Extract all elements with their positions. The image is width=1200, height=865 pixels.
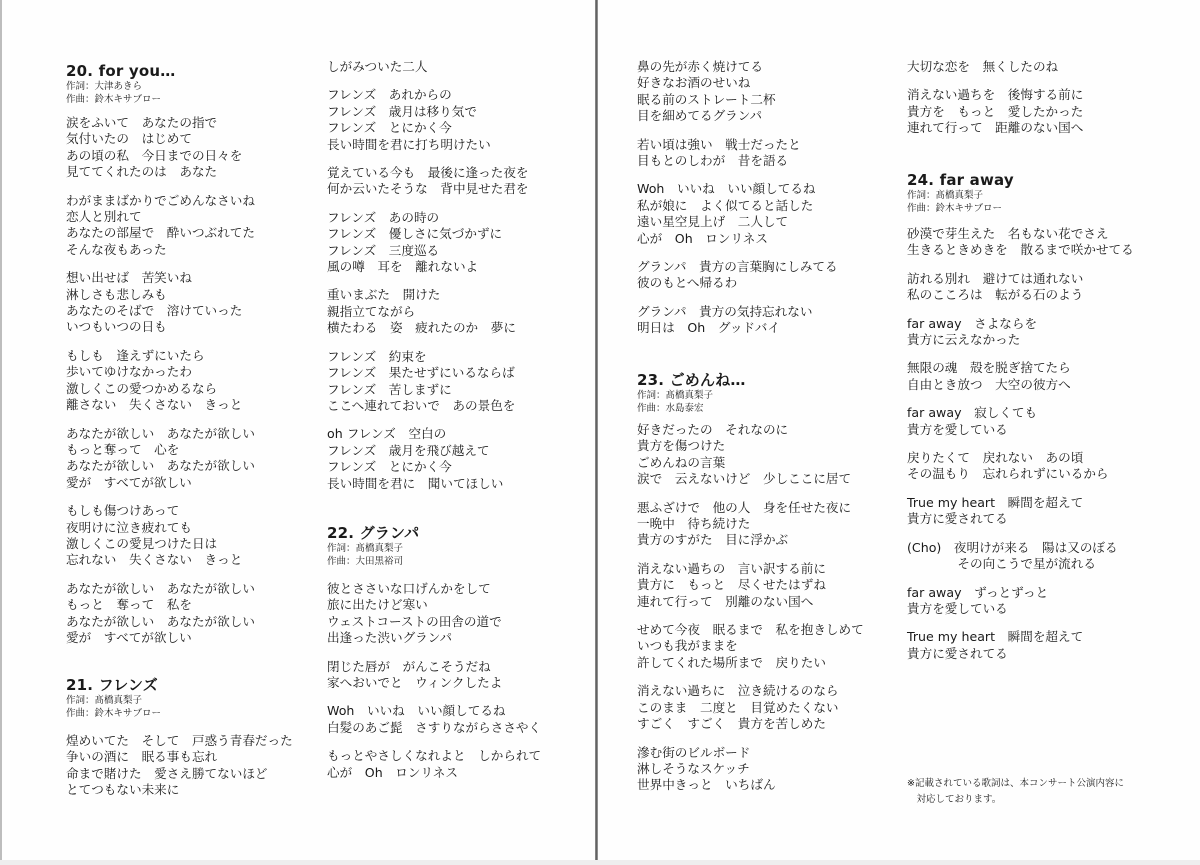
lyric-line: 貴方に愛されてる bbox=[907, 645, 1008, 661]
lyric-line: True my heart 瞬間を超えて bbox=[907, 494, 1084, 510]
composer-credit: 作曲：大田黒裕司 bbox=[327, 556, 404, 567]
stanza bbox=[907, 316, 1167, 349]
lyric-line: しがみついた二人 bbox=[327, 59, 428, 74]
lyric-line: フレンズ 三度巡る bbox=[327, 242, 440, 258]
lyric-line: とてつもない未来に bbox=[66, 782, 180, 798]
page-gutter-divider bbox=[595, 0, 598, 865]
song-header bbox=[66, 63, 326, 106]
stanza bbox=[907, 226, 1167, 259]
lyric-line: 想い出せば 苦笑いね bbox=[66, 270, 192, 286]
lyric-line: 激しくこの愛見つけた日は bbox=[66, 535, 218, 551]
stanza bbox=[66, 581, 326, 647]
lyric-line: 彼とささいな口げんかをして bbox=[327, 581, 491, 596]
stanza bbox=[327, 59, 587, 75]
lyric-line: 彼のもとへ帰るわ bbox=[637, 275, 738, 291]
stanza bbox=[637, 745, 897, 794]
lyric-line: 出逢った渋いグランパ bbox=[327, 630, 453, 646]
lyric-line: 貴方を愛している bbox=[907, 421, 1008, 437]
lyric-line: 家へおいでと ウィンクしたよ bbox=[327, 675, 503, 691]
lyric-line: 生きるときめきを 散るまで咲かせてる bbox=[907, 242, 1134, 258]
stanza bbox=[327, 165, 587, 198]
stanza bbox=[327, 703, 587, 736]
lyric-line: フレンズ とにかく今 bbox=[327, 459, 452, 475]
lyric-line: このまま 二度と 目覚めたくない bbox=[637, 699, 839, 715]
lyric-line: 心が Oh ロンリネス bbox=[637, 230, 768, 246]
lyricist-credit: 作詞：大津あきら bbox=[66, 81, 143, 92]
lyric-line: フレンズ 果たせずにいるならば bbox=[327, 365, 515, 381]
lyric-line: すごく すごく 貴方を苦しめた bbox=[637, 716, 826, 732]
stanza bbox=[637, 500, 897, 549]
lyric-line: 貴方に もっと 尽くせたはずね bbox=[637, 577, 826, 593]
lyric-line: 離さない 失くさない きっと bbox=[66, 397, 243, 413]
lyric-line: ここへ連れておいで あの景色を bbox=[327, 397, 516, 413]
song-title: 21. フレンズ bbox=[66, 676, 158, 694]
stanza bbox=[637, 622, 897, 671]
stanza bbox=[637, 59, 897, 125]
lyricist-credit: 作詞：髙橋真梨子 bbox=[66, 695, 143, 706]
lyric-line: 貴方を傷つけた bbox=[637, 438, 726, 454]
lyric-line: フレンズ あれからの bbox=[327, 87, 452, 103]
footnote-line: ※記載されている歌詞は、本コンサート公演内容に bbox=[907, 778, 1124, 789]
stanza bbox=[907, 629, 1167, 662]
stanza bbox=[66, 426, 326, 492]
lyric-line: 親指立てながら bbox=[327, 303, 416, 319]
lyric-line: 連れて行って 別離のない国へ bbox=[637, 593, 814, 609]
lyric-line: 消えない過ちの 言い訳する前に bbox=[637, 560, 826, 576]
lyric-line: ごめんねの言葉 bbox=[637, 454, 726, 470]
lyric-line: 砂漠で芽生えた 名もない花でさえ bbox=[907, 226, 1109, 241]
stanza bbox=[907, 271, 1167, 304]
lyric-line: その向こうで星が流れる bbox=[907, 556, 1096, 572]
lyric-line: あなたが欲しい あなたが欲しい bbox=[66, 613, 255, 629]
footnote bbox=[907, 776, 1167, 808]
lyric-line: 滲む街のビルボード bbox=[637, 744, 751, 760]
lyrics-block bbox=[66, 115, 326, 658]
lyric-line: ウェストコーストの田舎の道で bbox=[327, 613, 502, 629]
lyric-line: 許してくれた場所まで 戻りたい bbox=[637, 654, 826, 670]
lyric-line: Woh いいね いい顔してるね bbox=[327, 703, 506, 719]
lyric-line: あの頃の私 今日までの日々を bbox=[66, 147, 243, 163]
lyric-line: far away 寂しくても bbox=[907, 405, 1038, 421]
lyric-line: 私のこころは 転がる石のよう bbox=[907, 287, 1084, 303]
lyric-line: far away さよならを bbox=[907, 315, 1038, 331]
lyric-line: 白髪のあご髭 さすりながらささやく bbox=[327, 719, 542, 735]
lyric-line: フレンズ あの時の bbox=[327, 209, 440, 225]
lyric-line: 私が娘に よく似てると話した bbox=[637, 197, 814, 213]
lyric-line: 涙をふいて あなたの指で bbox=[66, 115, 218, 130]
stanza bbox=[907, 59, 1167, 75]
lyric-line: oh フレンズ 空白の bbox=[327, 426, 447, 442]
lyric-line: フレンズ 苦しまずに bbox=[327, 381, 452, 397]
lyric-line: 風の噂 耳を 離れないよ bbox=[327, 259, 479, 275]
song-header bbox=[907, 172, 1167, 215]
lyric-line: 長い時間を君に打ち明けたい bbox=[327, 136, 491, 152]
lyric-line: 自由とき放つ 大空の彼方へ bbox=[907, 376, 1071, 392]
stanza bbox=[637, 181, 897, 247]
lyric-line: 争いの酒に 眠る事も忘れ bbox=[66, 749, 218, 765]
lyric-line: もっと奪って 心を bbox=[66, 441, 180, 457]
lyric-line: 愛が すべてが欲しい bbox=[66, 474, 192, 490]
lyric-line: 目もとのしわが 昔を語る bbox=[637, 153, 789, 169]
lyric-line: グランパ 貴方の言葉胸にしみてる bbox=[637, 259, 838, 275]
lyric-line: フレンズ とにかく今 bbox=[327, 120, 452, 136]
stanza bbox=[327, 87, 587, 153]
lyric-line: 無限の魂 殻を脱ぎ捨てたら bbox=[907, 360, 1071, 376]
lyric-line: あなたが欲しい あなたが欲しい bbox=[66, 425, 255, 441]
lyrics-block bbox=[66, 733, 326, 811]
lyric-line: グランパ 貴方の気持忘れない bbox=[637, 303, 813, 319]
lyric-line: 淋しそうなスケッチ bbox=[637, 760, 750, 776]
lyric-line: True my heart 瞬間を超えて bbox=[907, 629, 1084, 645]
footnote-line: 対応しております。 bbox=[907, 794, 1002, 805]
lyric-line: 悪ふざけで 他の人 身を任せた夜に bbox=[637, 499, 852, 515]
lyricist-credit: 作詞：髙橋真梨子 bbox=[907, 190, 984, 201]
lyric-line: 重いまぶた 開けた bbox=[327, 287, 441, 303]
lyric-line: フレンズ 歳月は移り気で bbox=[327, 103, 477, 119]
lyric-line: 好きなお酒のせいね bbox=[637, 75, 751, 91]
lyric-line: 連れて行って 距離のない国へ bbox=[907, 120, 1084, 136]
song-header bbox=[327, 525, 587, 568]
lyric-line: 遠い星空見上げ 二人して bbox=[637, 214, 789, 230]
stanza bbox=[637, 561, 897, 610]
stanza bbox=[66, 348, 326, 414]
lyric-line: 眠る前のストレート二杯 bbox=[637, 91, 776, 107]
song-title: 22. グランパ bbox=[327, 524, 420, 542]
lyric-line: 戻りたくて 戻れない あの頃 bbox=[907, 450, 1084, 466]
song-title: 20. for you… bbox=[66, 62, 176, 80]
lyric-line: 若い頃は強い 戦士だったと bbox=[637, 136, 801, 152]
lyric-line: あなたが欲しい あなたが欲しい bbox=[66, 580, 255, 596]
stanza bbox=[637, 422, 897, 488]
lyric-line: 恋人と別れて bbox=[66, 209, 142, 225]
song-header bbox=[66, 677, 326, 720]
lyric-line: わがままばかりでごめんなさいね bbox=[66, 192, 255, 208]
lyric-line: もっとやさしくなれよと しかられて bbox=[327, 748, 542, 764]
composer-credit: 作曲：鈴木キサブロー bbox=[66, 708, 162, 719]
stanza bbox=[327, 748, 587, 781]
lyric-line: 貴方に愛されてる bbox=[907, 511, 1008, 527]
lyric-line: 貴方のすがた 目に浮かぶ bbox=[637, 532, 789, 548]
lyric-line: 心が Oh ロンリネス bbox=[327, 764, 458, 780]
lyric-line: フレンズ 約束を bbox=[327, 348, 427, 364]
lyric-line: そんな夜もあった bbox=[66, 241, 167, 257]
lyric-line: 涙で 云えないけど 少しここに居て bbox=[637, 471, 852, 487]
lyricist-credit: 作詞：髙橋真梨子 bbox=[327, 543, 404, 554]
lyric-line: 閉じた唇が がんこそうだね bbox=[327, 658, 491, 674]
composer-credit: 作曲：鈴木キサブロー bbox=[907, 203, 1003, 214]
lyric-line: もしも傷つけあって bbox=[66, 503, 180, 519]
lyric-line: 何か云いたそうな 背中見せた君を bbox=[327, 181, 529, 197]
lyric-line: 覚えている今も 最後に逢った夜を bbox=[327, 165, 529, 181]
stanza bbox=[66, 270, 326, 336]
stanza bbox=[907, 540, 1167, 573]
song-header bbox=[637, 372, 897, 415]
lyric-line: フレンズ 優しさに気づかずに bbox=[327, 226, 503, 242]
lyric-line: フレンズ 歳月を飛び越えて bbox=[327, 442, 490, 458]
lyric-line: 歩いてゆけなかったわ bbox=[66, 364, 192, 380]
lyrics-block bbox=[637, 59, 897, 349]
stanza bbox=[907, 450, 1167, 483]
stanza bbox=[66, 733, 326, 799]
lyric-line: いつもいつの日も bbox=[66, 319, 167, 335]
stanza bbox=[907, 585, 1167, 618]
stanza bbox=[907, 360, 1167, 393]
lyric-line: 目を細めてるグランパ bbox=[637, 108, 763, 124]
lyric-line: 大切な恋を 無くしたのね bbox=[907, 59, 1059, 74]
lyric-line: 消えない過ちに 泣き続けるのなら bbox=[637, 683, 839, 699]
page-bottom-edge bbox=[0, 860, 1200, 865]
stanza bbox=[637, 304, 897, 337]
stanza bbox=[66, 193, 326, 259]
stanza bbox=[637, 683, 897, 732]
stanza bbox=[907, 495, 1167, 528]
lyrics-block bbox=[327, 59, 587, 504]
stanza bbox=[327, 581, 587, 647]
lyric-line: 愛が すべてが欲しい bbox=[66, 629, 192, 645]
lyricist-credit: 作詞：髙橋真梨子 bbox=[637, 390, 714, 401]
stanza bbox=[327, 349, 587, 415]
lyric-line: 煌めいてた そして 戸惑う青春だった bbox=[66, 733, 293, 748]
lyric-line: 消えない過ちを 後悔する前に bbox=[907, 87, 1084, 103]
lyric-line: 訪れる別れ 避けては通れない bbox=[907, 270, 1084, 286]
lyrics-block bbox=[907, 59, 1167, 149]
lyric-line: 淋しさも悲しみも bbox=[66, 286, 167, 302]
lyric-line: せめて今夜 眠るまで 私を抱きしめて bbox=[637, 622, 864, 638]
lyric-line: 長い時間を君に 聞いてほしい bbox=[327, 475, 504, 491]
stanza bbox=[327, 426, 587, 492]
lyric-line: 忘れない 失くさない きっと bbox=[66, 552, 243, 568]
lyric-line: far away ずっとずっと bbox=[907, 584, 1049, 600]
lyric-line: 鼻の先が赤く焼けてる bbox=[637, 59, 763, 74]
lyric-line: 世界中きっと いちばん bbox=[637, 777, 776, 793]
lyric-line: もしも 逢えずにいたら bbox=[66, 347, 205, 363]
lyric-line: 一晩中 待ち続けた bbox=[637, 516, 751, 532]
stanza bbox=[637, 137, 897, 170]
lyric-line: (Cho) 夜明けが来る 陽は又のぼる bbox=[907, 539, 1118, 555]
lyric-line: 旅に出たけど寒い bbox=[327, 597, 428, 613]
composer-credit: 作曲：鈴木キサブロー bbox=[66, 94, 162, 105]
lyric-line: 命まで賭けた 愛さえ勝てないほど bbox=[66, 765, 268, 781]
song-title: 23. ごめんね… bbox=[637, 371, 746, 389]
lyric-line: あなたのそばで 溶けていった bbox=[66, 303, 243, 319]
lyric-line: 貴方に云えなかった bbox=[907, 332, 1021, 348]
lyric-line: 横たわる 姿 疲れたのか 夢に bbox=[327, 320, 516, 336]
lyric-line: 貴方を もっと 愛したかった bbox=[907, 103, 1084, 119]
lyrics-block bbox=[327, 581, 587, 793]
lyric-line: いつも我がままを bbox=[637, 638, 738, 654]
lyric-line: 見ててくれたのは あなた bbox=[66, 164, 218, 180]
lyric-line: 夜明けに泣き疲れても bbox=[66, 519, 192, 535]
stanza bbox=[327, 210, 587, 276]
stanza bbox=[907, 405, 1167, 438]
lyric-line: もっと 奪って 私を bbox=[66, 597, 192, 613]
stanza bbox=[637, 259, 897, 292]
lyric-line: 明日は Oh グッドバイ bbox=[637, 320, 780, 336]
lyric-line: あなたの部屋で 酔いつぶれてた bbox=[66, 225, 255, 241]
stanza bbox=[907, 87, 1167, 136]
lyric-line: 貴方を愛している bbox=[907, 600, 1008, 616]
stanza bbox=[66, 503, 326, 569]
stanza bbox=[327, 287, 587, 336]
lyric-line: 激しくこの愛つかめるなら bbox=[66, 380, 218, 396]
lyric-line: あなたが欲しい あなたが欲しい bbox=[66, 458, 255, 474]
stanza bbox=[327, 659, 587, 692]
stanza bbox=[66, 115, 326, 181]
lyric-line: その温もり 忘れられずにいるから bbox=[907, 466, 1109, 482]
composer-credit: 作曲：水島泰宏 bbox=[637, 403, 704, 414]
lyrics-block bbox=[637, 422, 897, 806]
lyric-line: 好きだったの それなのに bbox=[637, 422, 789, 437]
song-title: 24. far away bbox=[907, 171, 1014, 189]
lyric-line: 気付いたの はじめて bbox=[66, 131, 192, 147]
lyric-line: Woh いいね いい顔してるね bbox=[637, 181, 816, 197]
lyrics-block bbox=[907, 226, 1167, 674]
